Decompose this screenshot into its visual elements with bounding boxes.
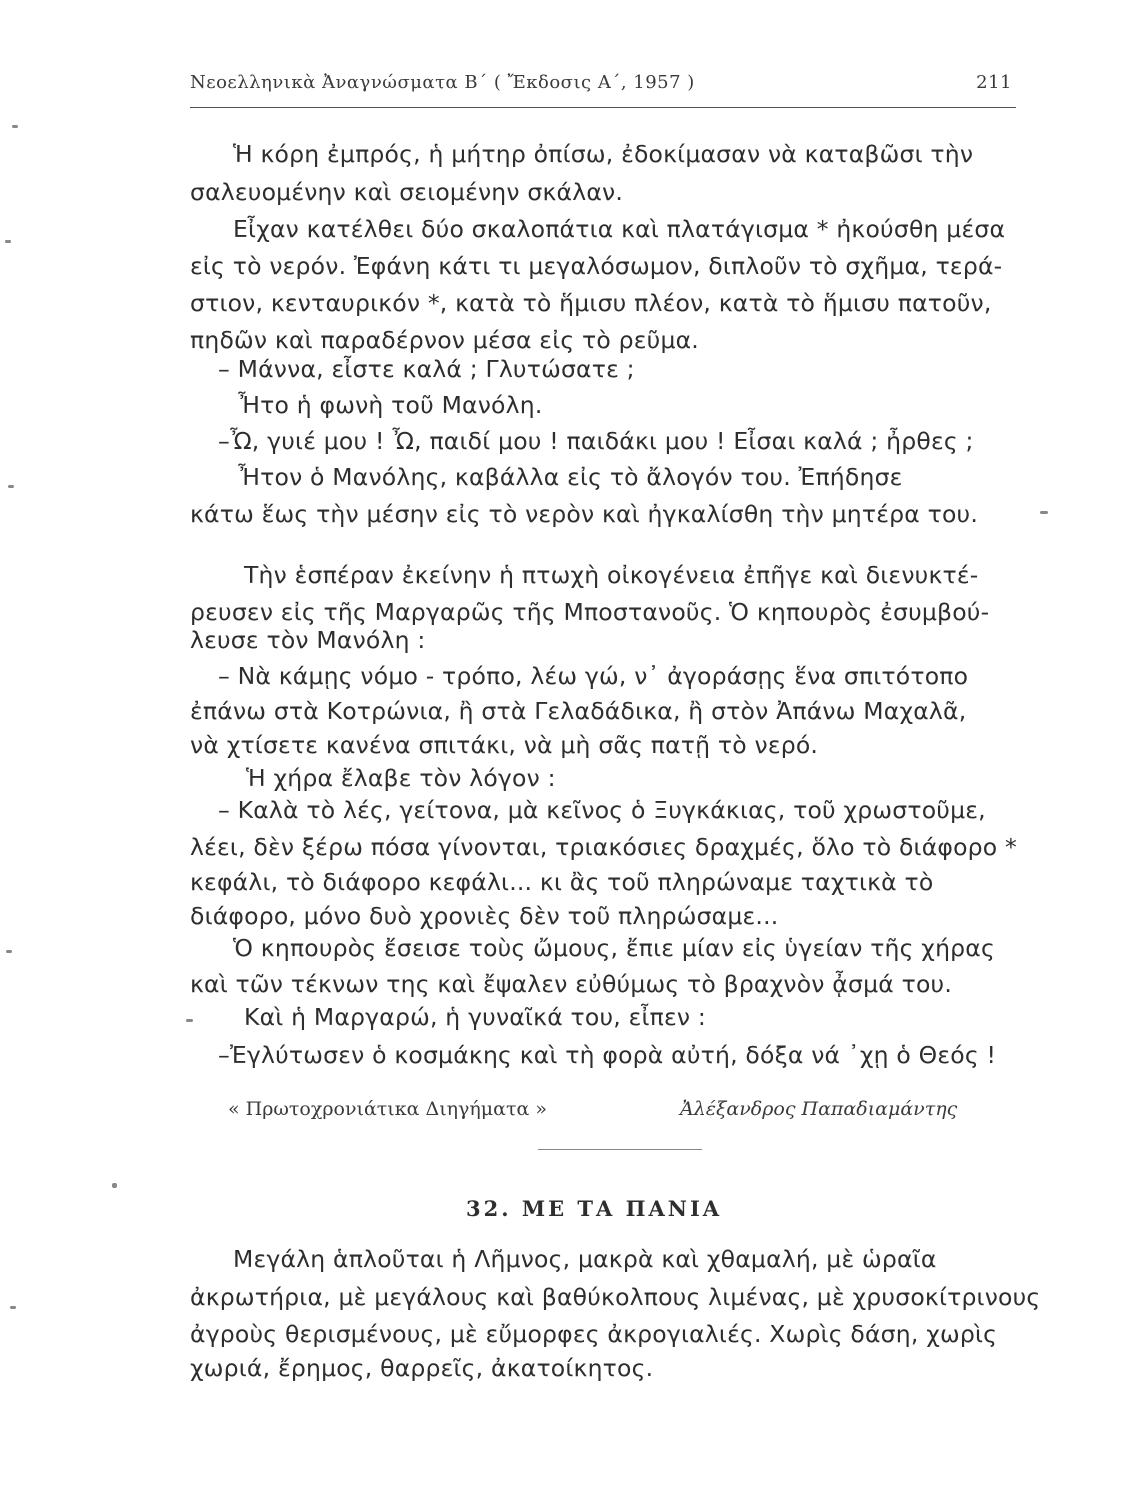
text-line: Εἶχαν κατέλθει δύο σκαλοπάτια καὶ πλατάγισμα * ἠκούσθη μέσα — [233, 215, 1006, 243]
text-line: σαλευομένην καὶ σειομένην σκάλαν. — [190, 178, 624, 206]
text-line: λευσε τὸν Μανόλη : — [190, 626, 426, 654]
scan-speck — [12, 125, 18, 128]
text-line: Ὁ κηπουρὸς ἔσεισε τοὺς ὤμους, ἔπιε μίαν εἰς ὑγείαν τῆς χήρας — [233, 934, 995, 962]
text-line: Καὶ ἡ Μαργαρώ, ἡ γυναῖκά του, εἶπεν : — [244, 1003, 707, 1031]
text-line: Ἡ κόρη ἐμπρός, ἡ μήτηρ ὀπίσω, ἐδοκίμασαν νὰ καταβῶσι τὴν — [233, 140, 974, 168]
text-line: – Νὰ κάμῃς νόμο - τρόπο, λέω γώ, ν᾽ ἀγοράσῃς ἕνα σπιτότοπο — [218, 662, 969, 690]
text-line: Μεγάλη ἁπλοῦται ἡ Λῆμνος, μακρὰ καὶ χθαμαλή, μὲ ὡραῖα — [233, 1245, 937, 1273]
scan-speck — [1040, 511, 1048, 514]
text-line: Ἡ χήρα ἔλαβε τὸν λόγον : — [246, 764, 556, 792]
text-line: χωριά, ἔρημος, θαρρεῖς, ἀκατοίκητος. — [190, 1354, 654, 1382]
section-divider — [538, 1149, 702, 1150]
book-title: Νεοελληνικὰ Ἀναγνώσματα Β΄ ( Ἔκδοσις Α΄, 1957 ) — [190, 72, 695, 93]
text-line: – Καλὰ τὸ λές, γείτονα, μὰ κεῖνος ὁ Ξυγκάκιας, τοῦ χρωστοῦμε, — [218, 796, 986, 824]
text-line: κάτω ἕως τὴν μέσην εἰς τὸ νερὸν καὶ ἠγκαλίσθη τὴν μητέρα του. — [190, 500, 978, 528]
page-number: 211 — [976, 72, 1012, 93]
text-line: Ἦτον ὁ Μανόλης, καβάλλα εἰς τὸ ἄλογόν του. Ἐπήδησε — [238, 463, 903, 491]
text-line: κεφάλι, τὸ διάφορο κεφάλι... κι ἂς τοῦ πληρώναμε ταχτικὰ τὸ — [190, 868, 934, 896]
scan-speck — [112, 1183, 117, 1188]
text-line: –Ὦ, γυιέ μου ! Ὦ, παιδί μου ! παιδάκι μου ! Εἶσαι καλά ; ἦρθες ; — [218, 427, 974, 455]
text-line: διάφορο, μόνο δυὸ χρονιὲς δὲν τοῦ πληρώσαμε... — [190, 902, 779, 930]
scan-speck — [10, 1306, 16, 1309]
scan-speck — [186, 1019, 193, 1022]
text-line: ἀγροὺς θερισμένους, μὲ εὔμορφες ἀκρογιαλιές. Χωρὶς δάση, χωρὶς — [190, 1320, 998, 1348]
text-line: – Μάννα, εἶστε καλά ; Γλυτώσατε ; — [218, 355, 635, 383]
scan-speck — [6, 950, 12, 953]
source-author: Ἀλέξανδρος Παπαδιαμάντης — [680, 1098, 958, 1120]
text-line: νὰ χτίσετε κανένα σπιτάκι, νὰ μὴ σᾶς πατῇ τὸ νερό. — [190, 731, 819, 759]
running-header — [190, 72, 1016, 93]
source-work: « Πρωτοχρονιάτικα Διηγήματα » — [228, 1098, 547, 1120]
text-line: ἐπάνω στὰ Κοτρώνια, ἢ στὰ Γελαδάδικα, ἢ στὸν Ἀπάνω Μαχαλᾶ, — [190, 697, 967, 725]
text-line: λέει, δὲν ξέρω πόσα γίνονται, τριακόσιες δραχμές, ὅλο τὸ διάφορο * — [190, 833, 1017, 861]
chapter-heading: 32. ΜΕ ΤΑ ΠΑΝΙΑ — [466, 1196, 723, 1221]
text-line: πηδῶν καὶ παραδέρνον μέσα εἰς τὸ ρεῦμα. — [190, 326, 699, 354]
text-line: στιον, κενταυρικόν *, κατὰ τὸ ἥμισυ πλέον, κατὰ τὸ ἥμισυ πατοῦν, — [190, 289, 992, 317]
scan-speck — [8, 485, 14, 488]
text-line: Ἦτο ἡ φωνὴ τοῦ Μανόλη. — [238, 391, 543, 419]
text-line: ἀκρωτήρια, μὲ μεγάλους καὶ βαθύκολπους λιμένας, μὲ χρυσοκίτρινους — [190, 1283, 1041, 1311]
text-line: εἰς τὸ νερόν. Ἐφάνη κάτι τι μεγαλόσωμον, διπλοῦν τὸ σχῆμα, τερά- — [190, 252, 1003, 280]
text-line: Τὴν ἑσπέραν ἐκείνην ἡ πτωχὴ οἰκογένεια ἐπῆγε καὶ διενυκτέ- — [244, 561, 979, 589]
text-line: καὶ τῶν τέκνων της καὶ ἔψαλεν εὐθύμως τὸ βραχνὸν ᾆσμά του. — [190, 970, 952, 998]
text-line: ρευσεν εἰς τῆς Μαργαρῶς τῆς Μποστανοῦς. Ὁ κηπουρὸς ἐσυμβού- — [190, 598, 990, 626]
header-rule — [190, 107, 1016, 108]
text-line: –Ἐγλύτωσεν ὁ κοσμάκης καὶ τὴ φορὰ αὐτή, δόξα νά ᾽χῃ ὁ Θεός ! — [218, 1041, 997, 1069]
scan-speck — [5, 240, 11, 243]
